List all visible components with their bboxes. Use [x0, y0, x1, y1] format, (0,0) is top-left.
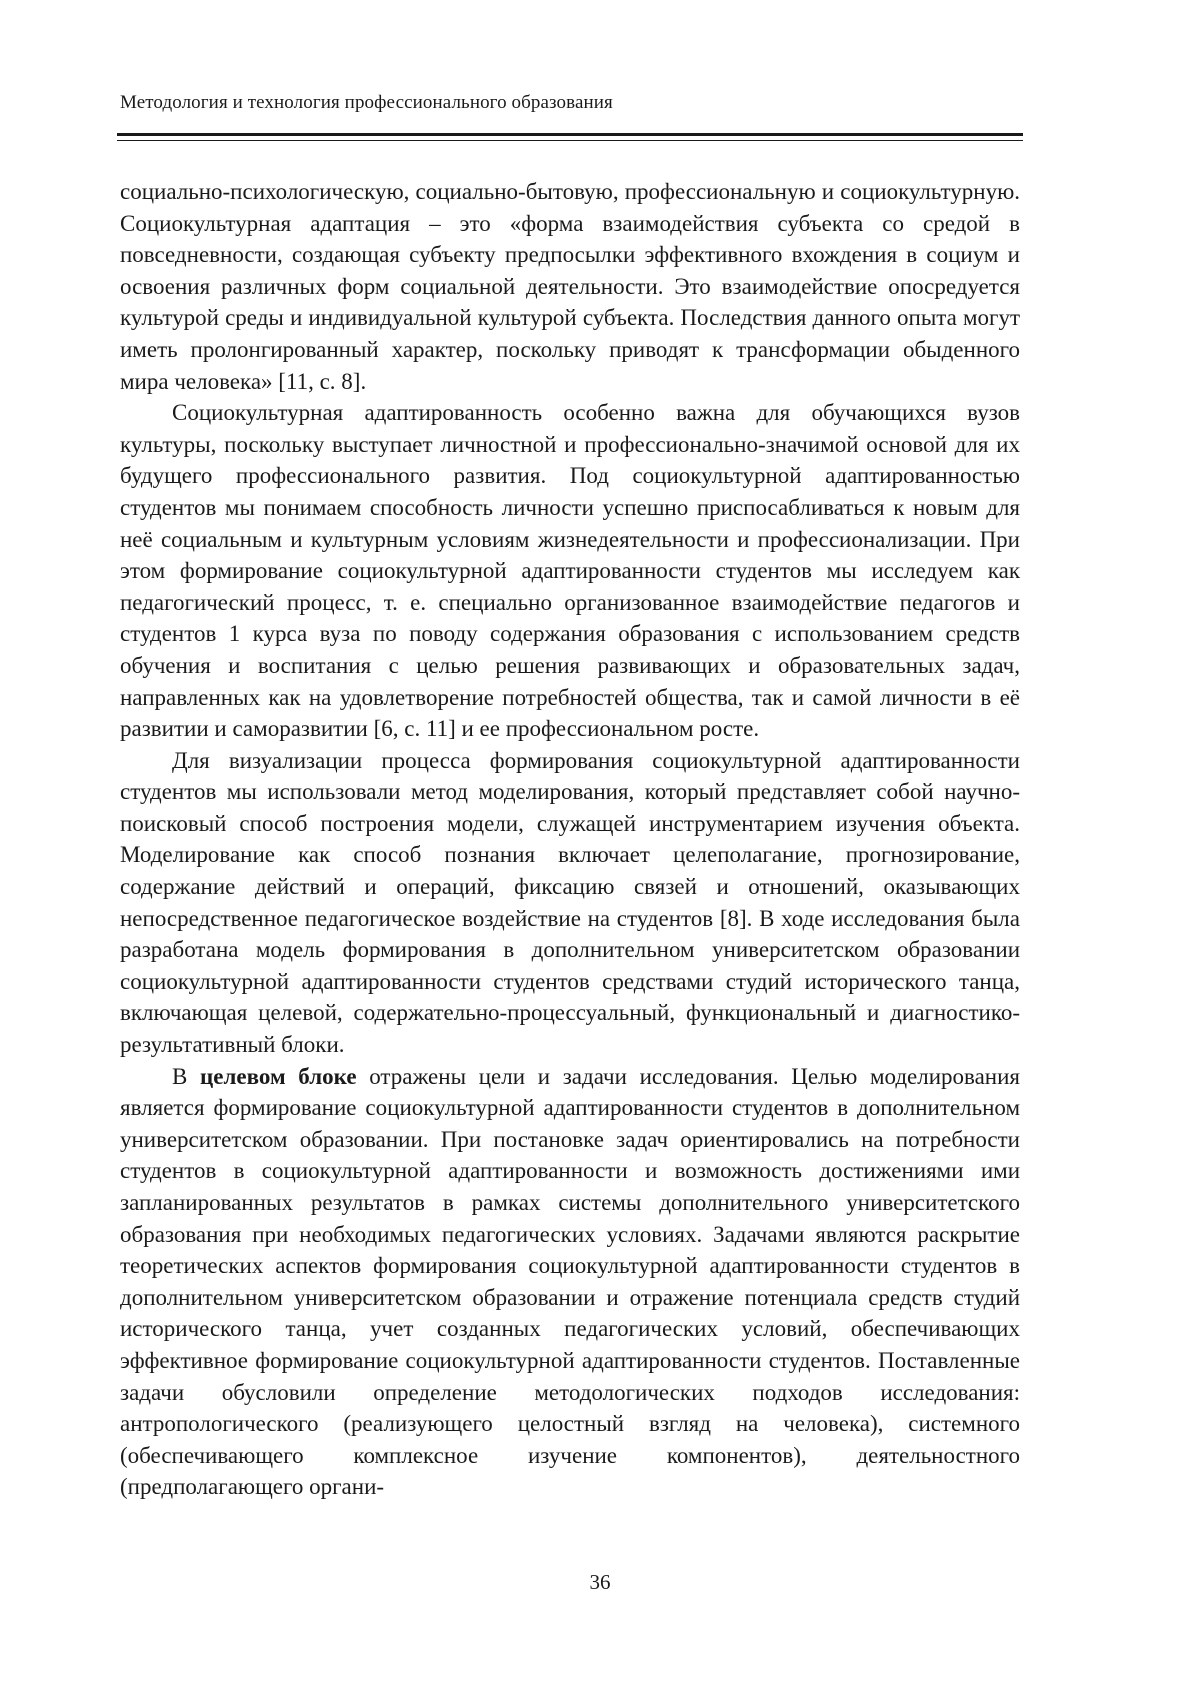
paragraph-1: социально-психологическую, социально-бытовую, профессиональную и социокультурную. Социокультурная адаптация – это «форма взаимодействия субъекта со средой в повседневности, создающая субъекту предпосылки эффективного вхождения в социум и освоения различных форм социальной деятельности. Это взаимодействие опосредуется культурой среды и индивидуальной культурой субъекта. Последствия данного опыта могут иметь пролонгированный характер, поскольку приводят к трансформации обыденного мира человека» [11, с. 8]. — [120, 179, 1020, 394]
paragraph-4 — [120, 1061, 1020, 1503]
page-number: 36 — [589, 1570, 611, 1594]
running-head: Методология и технология профессионального образования — [120, 92, 613, 113]
article-body — [120, 176, 1020, 1503]
paragraph-3: Для визуализации процесса формирования социокультурной адаптированности студентов мы использовали метод моделирования, который представляет собой научно-поисковый способ построения модели, служащей инструментарием изучения объекта. Моделирование как способ познания включает целеполагание, прогнозирование, содержание действий и операций, фиксацию связей и отношений, оказывающих непосредственное педагогическое воздействие на студентов [8]. В ходе исследования была разработана модель формирования в дополнительном университетском образовании социокультурной адаптированности студентов средствами студий исторического танца, включающая целевой, содержательно-процессуальный, функциональный и диагностико-результативный блоки. — [120, 747, 1020, 1058]
target-block-term: целевом блоке — [200, 1063, 357, 1089]
paragraph-2: Социокультурная адаптированность особенно важна для обучающихся вузов культуры, поскольку выступает личностной и профессионально-значимой основой для их будущего профессионального развития. Под социокультурной адаптированностью студентов мы понимаем способность личности успешно приспосабливаться к новым для неё социальным и культурным условиям жизнедеятельности и профессионализации. При этом формирование социокультурной адаптированности студентов мы исследуем как педагогический процесс, т. е. специально организованное взаимодействие педагогов и студентов 1 курса вуза по поводу содержания образования с использованием средств обучения и воспитания с целью решения развивающих и образовательных задач, направленных как на удовлетворение потребностей общества, так и самой личности в её развитии и саморазвитии [6, с. 11] и ее профессиональном росте. — [120, 400, 1020, 742]
header-rule-thin — [117, 140, 1023, 141]
paragraph-4-text: отражены цели и задачи исследования. Целью моделирования является формирование социокультурной адаптированности студентов в дополнительном университетском образовании. При постановке задач ориентировались на потребности студентов в социокультурной адаптированности и возможность достижениями ими запланированных результатов в рамках системы дополнительного университетского образования при необходимых педагогических условиях. Задачами являются раскрытие теоретических аспектов формирования социокультурной адаптированности студентов в дополнительном университетском образовании и отражение потенциала средств студий исторического танца, учет созданных педагогических условий, обеспечивающих эффективное формирование социокультурной адаптированности студентов. Поставленные задачи обусловили определение методологических подходов исследования: антропологического (реализующего целостный взгляд на человека), системного (обеспечивающего комплексное изучение компонентов), деятельностного (предполагающего органи- — [120, 1063, 1020, 1500]
header-rule-thick — [117, 133, 1023, 136]
paragraph-4-lead: В — [172, 1063, 201, 1089]
